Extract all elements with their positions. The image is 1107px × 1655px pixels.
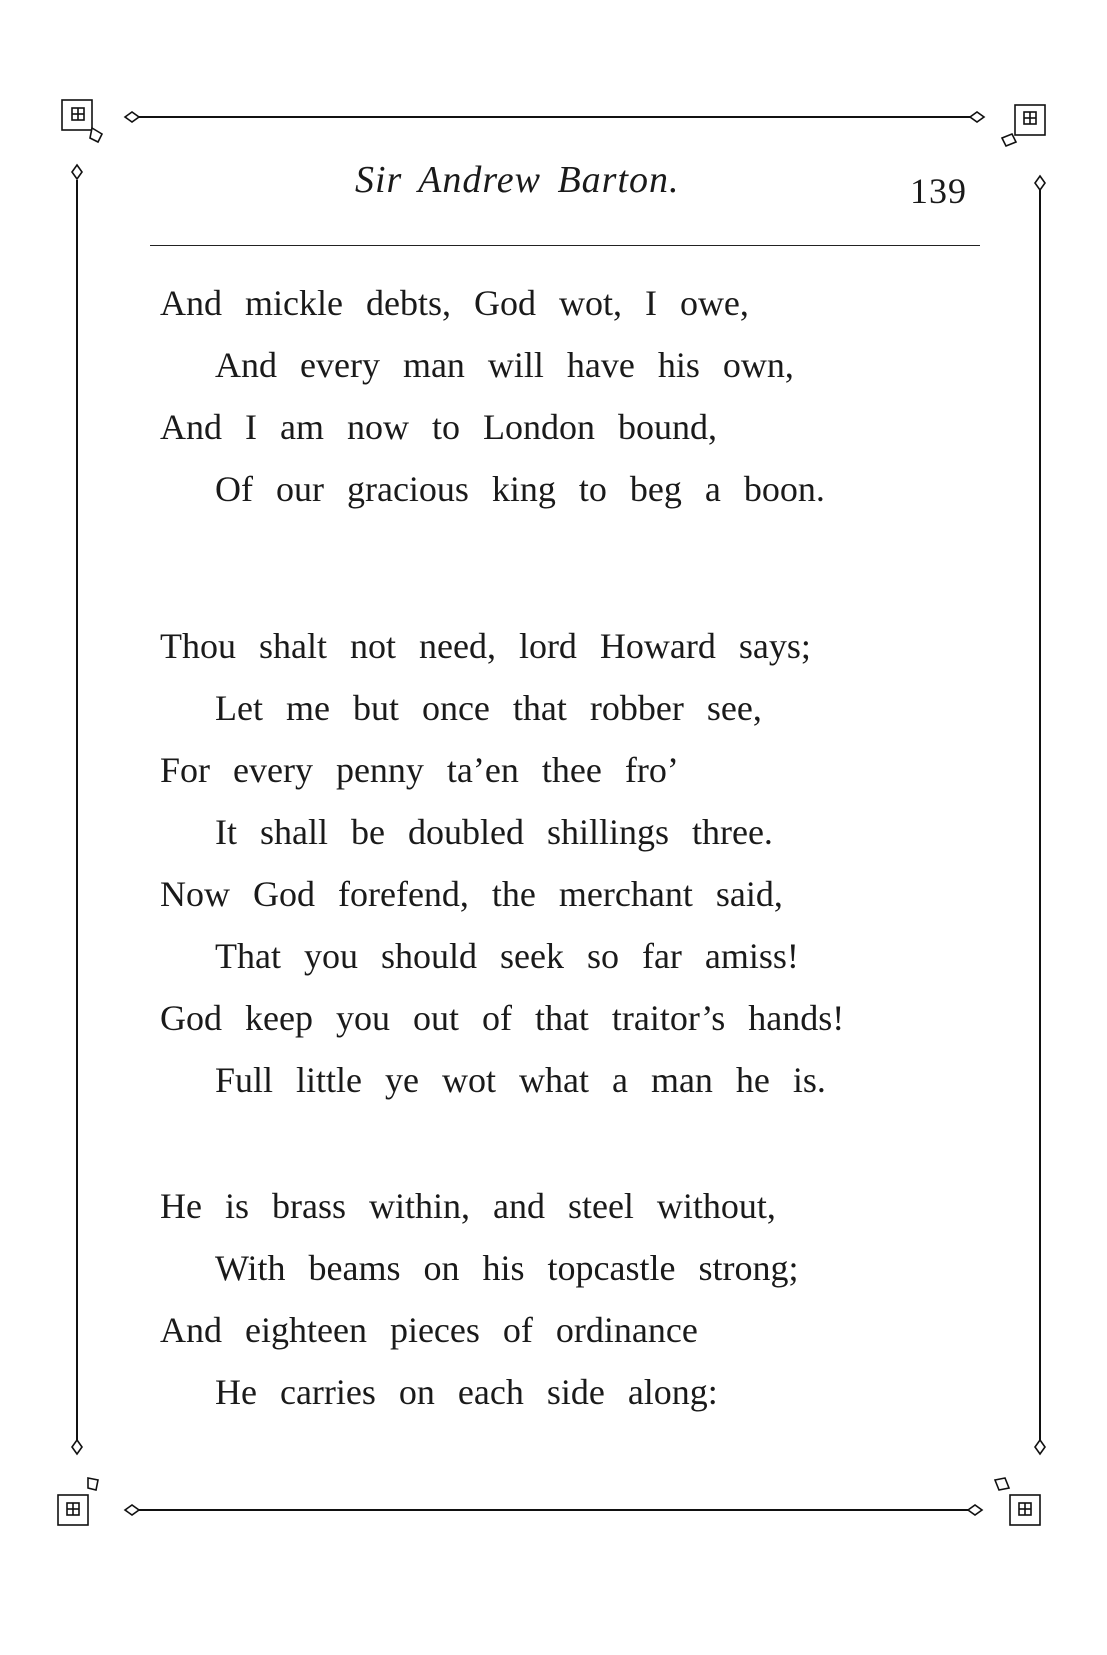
diamond-ornament-icon: [125, 112, 139, 122]
corner-ornament-top-left-icon: [62, 100, 102, 142]
running-title: Sir Andrew Barton.: [355, 159, 680, 201]
poem-line: And I am now to London bound,: [160, 407, 717, 447]
stanza-2: [160, 615, 844, 1111]
page-number: 139: [910, 171, 967, 211]
poem-line: With beams on his topcastle strong;: [215, 1248, 799, 1288]
diamond-ornament-icon: [970, 112, 984, 122]
poem-line: Let me but once that robber see,: [215, 688, 762, 728]
poem-line: For every penny ta’en thee fro’: [160, 750, 679, 790]
poem-line: It shall be doubled shillings three.: [215, 812, 773, 852]
poem-line: Full little ye wot what a man he is.: [215, 1060, 826, 1100]
corner-ornament-top-right-icon: [1002, 105, 1045, 146]
diamond-ornament-icon: [1035, 176, 1045, 190]
poem-line: Thou shalt not need, lord Howard says;: [160, 626, 811, 666]
diamond-ornament-icon: [1035, 1440, 1045, 1454]
stanza-1: [160, 272, 825, 520]
poem-line: And every man will have his own,: [215, 345, 794, 385]
poem-line: That you should seek so far amiss!: [215, 936, 799, 976]
corner-ornament-bottom-left-icon: [58, 1478, 98, 1525]
poem-line: Now God forefend, the merchant said,: [160, 874, 783, 914]
poem-line: God keep you out of that traitor’s hands!: [160, 998, 845, 1038]
diamond-ornament-icon: [968, 1505, 982, 1515]
diamond-ornament-icon: [125, 1505, 139, 1515]
corner-ornament-bottom-right-icon: [995, 1478, 1040, 1525]
poem-line: And mickle debts, God wot, I owe,: [160, 283, 749, 323]
poem-line: And eighteen pieces of ordinance: [160, 1310, 698, 1350]
diamond-ornament-icon: [72, 1440, 82, 1454]
poem-line: He carries on each side along:: [215, 1372, 718, 1412]
poem-line: Of our gracious king to beg a boon.: [215, 469, 825, 509]
poem-line: He is brass within, and steel without,: [160, 1186, 776, 1226]
header-rule: [150, 245, 980, 246]
stanza-3: [160, 1175, 798, 1423]
diamond-ornament-icon: [72, 165, 82, 179]
